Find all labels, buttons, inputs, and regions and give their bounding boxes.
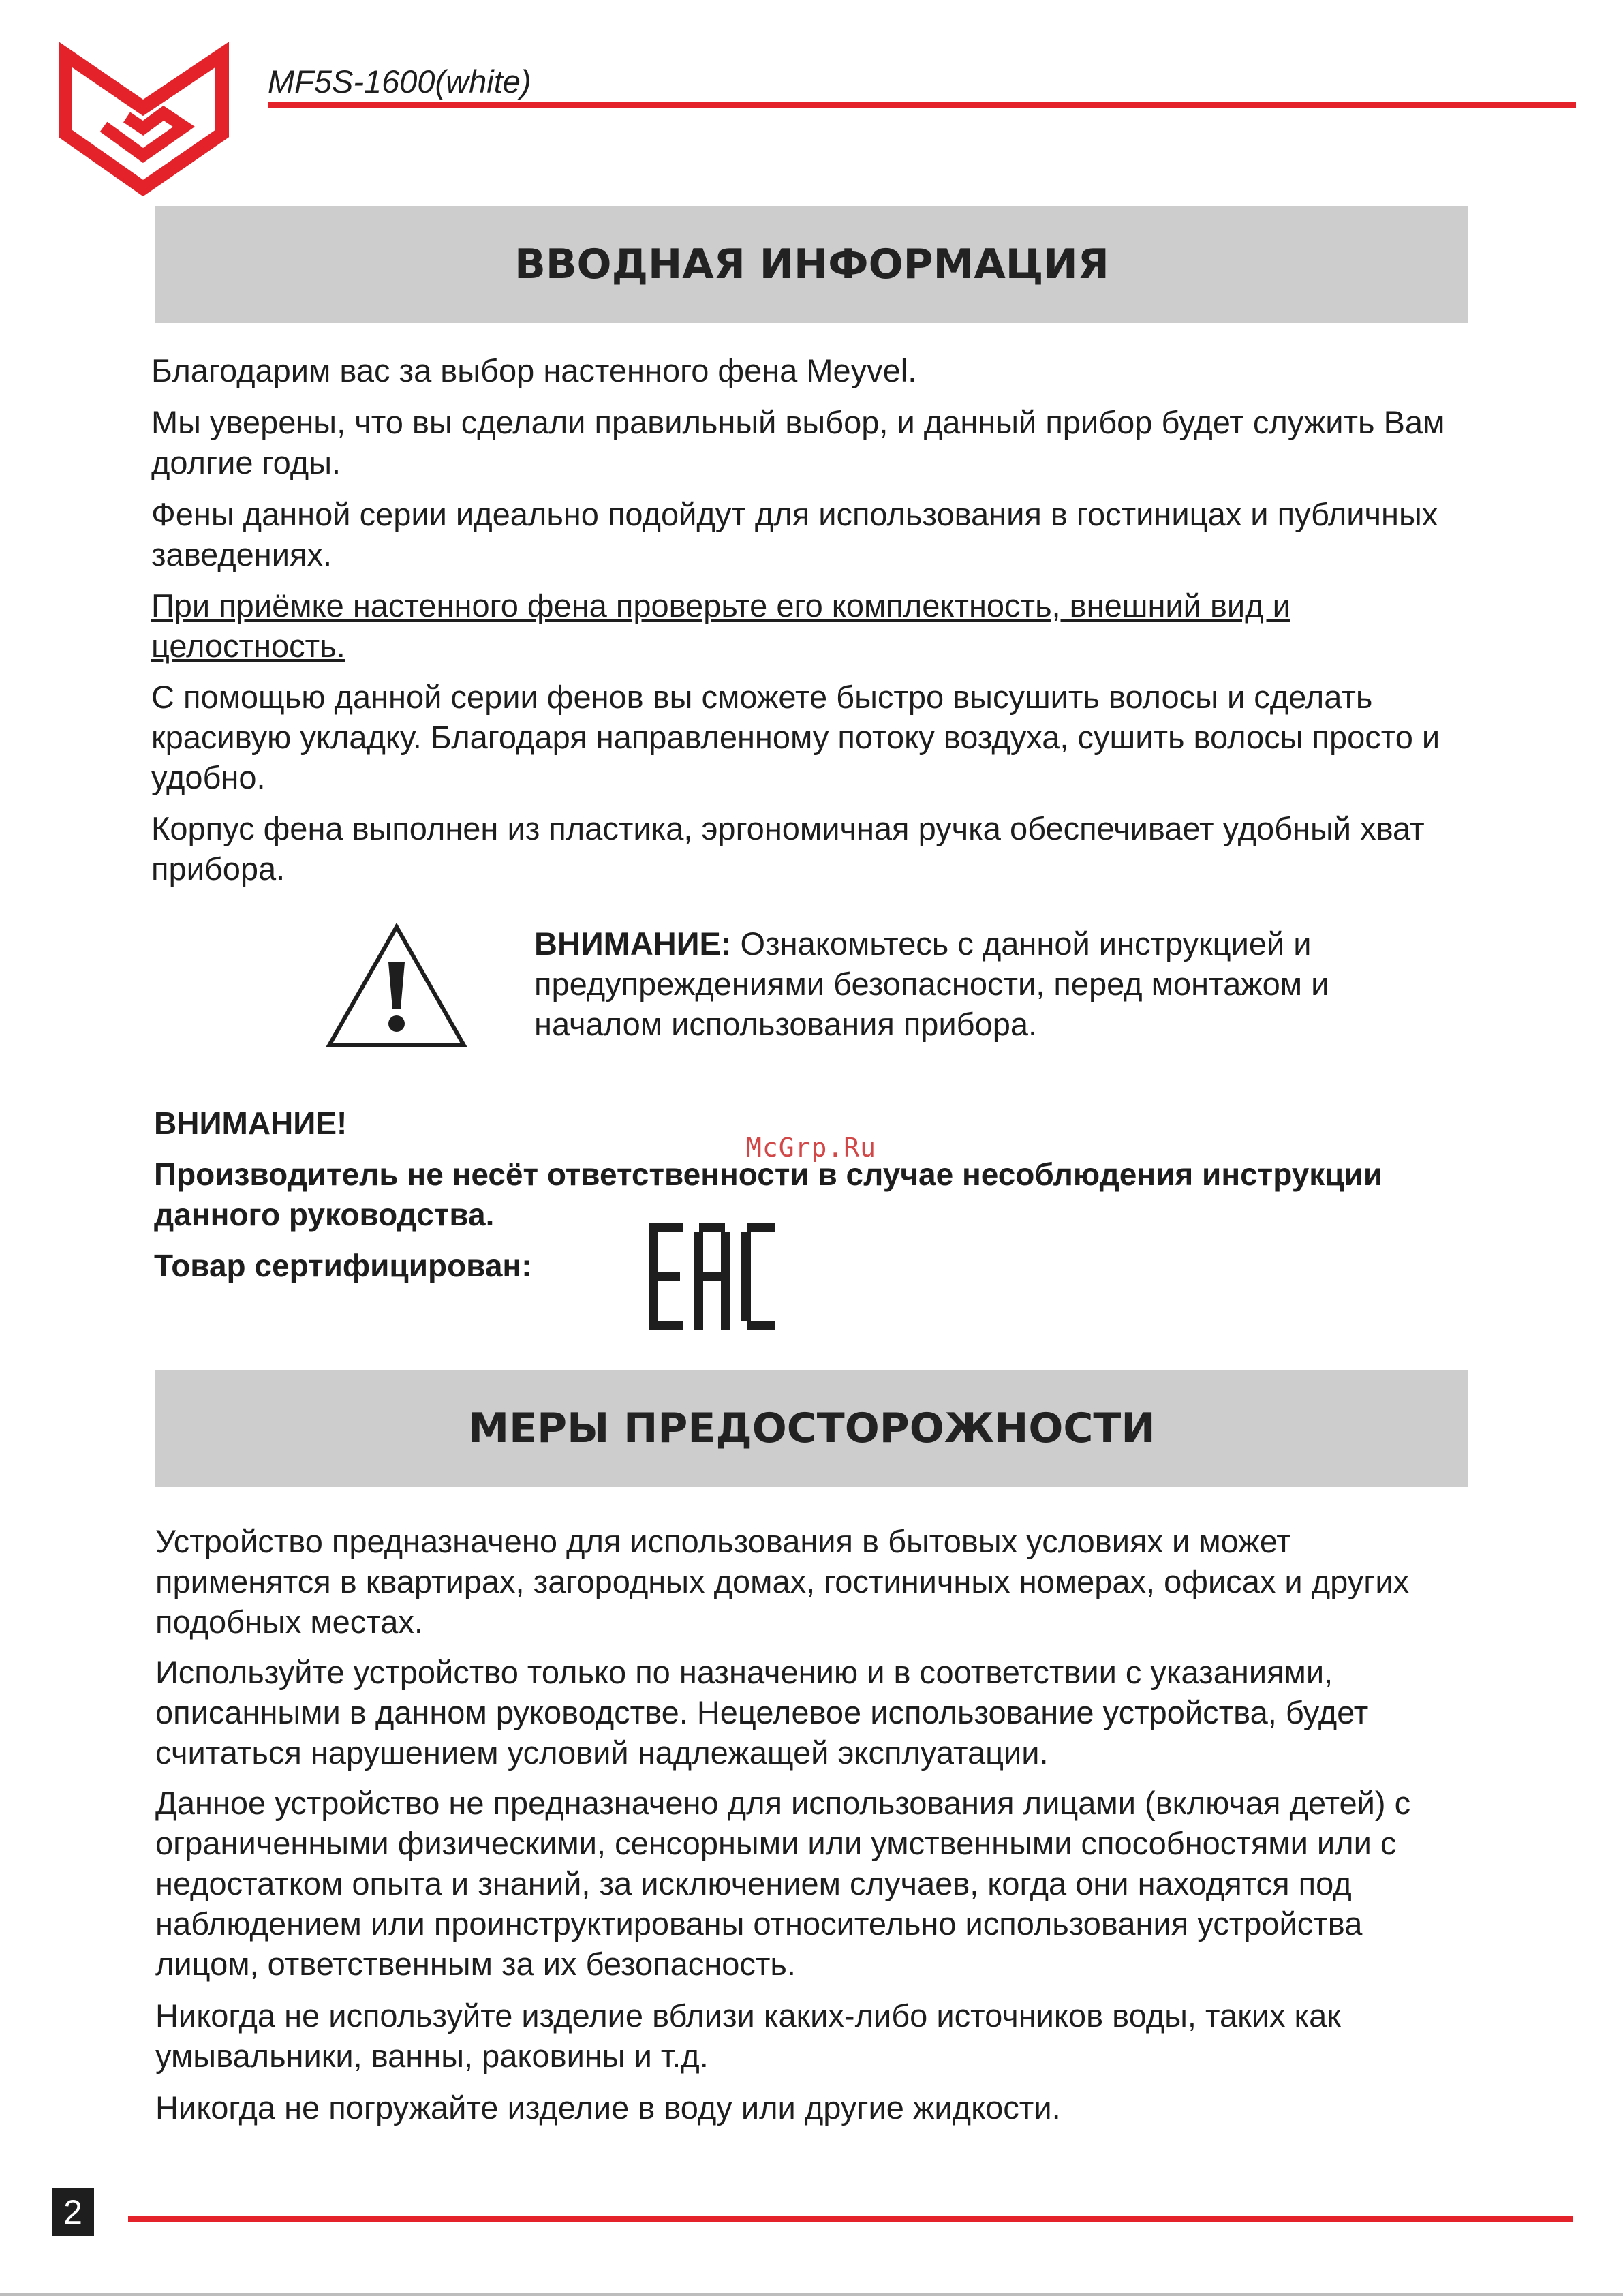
caution-body: Ознакомьтесь с данной инструкцией и предупреждениями безопасности, перед монтажом и началом использования прибора.: [534, 925, 1329, 1042]
page-bottom-edge: [0, 2293, 1623, 2296]
footer-rule: [128, 2216, 1573, 2222]
header-rule: [268, 102, 1576, 108]
precaution-paragraph-2: Используйте устройство только по назначению и в соответствии с указаниями, описанными в данном руководстве. Нецелевое использование устройства, будет считаться нарушением условий надлежащей эксплуатации.: [155, 1654, 1369, 1771]
section-title-intro: ВВОДНАЯ ИНФОРМАЦИЯ: [155, 206, 1468, 323]
intro-paragraph-4: При приёмке настенного фена проверьте его комплектность, внешний вид и целостность.: [151, 587, 1290, 664]
warning-triangle-icon: [324, 921, 469, 1051]
page-number: 2: [52, 2188, 94, 2236]
certified-label: Товар сертифицирован:: [154, 1248, 532, 1283]
caution-label: ВНИМАНИЕ:: [534, 925, 732, 962]
eac-certification-mark-icon: [646, 1220, 778, 1333]
intro-paragraph-2: Мы уверены, что вы сделали правильный выбор, и данный прибор будет служить Вам долгие годы.: [151, 404, 1445, 480]
caution-text-block: [534, 923, 1447, 1044]
intro-paragraph-1: Благодарим вас за выбор настенного фена Meyvel.: [151, 352, 917, 388]
intro-paragraph-3: Фены данной серии идеально подойдут для использования в гостиницах и публичных заведениях.: [151, 496, 1438, 572]
precaution-paragraph-1: Устройство предназначено для использования в бытовых условиях и может применятся в квартирах, загородных домах, гостиничных номерах, офисах и других подобных местах.: [155, 1523, 1410, 1640]
intro-paragraph-6: Корпус фена выполнен из пластика, эргономичная ручка обеспечивает удобный хват прибора.: [151, 810, 1425, 887]
notice-heading: ВНИМАНИЕ!: [154, 1105, 347, 1141]
precaution-paragraph-3: Данное устройство не предназначено для использования лицами (включая детей) с ограниченными физическими, сенсорными или умственными способностями или с недостатком опыта и знаний, за исключением случаев, когда они находятся под наблюдением или проинструктированы относительно использования устройства лицом, ответственным за их безопасность.: [155, 1785, 1411, 1982]
watermark-text: McGrp.Ru: [746, 1133, 877, 1163]
precaution-paragraph-4: Никогда не используйте изделие вблизи каких-либо источников воды, таких как умывальники, ванны, раковины и т.д.: [155, 1997, 1341, 2074]
notice-text: Производитель не несёт ответственности в случае несоблюдения инструкции данного руководства.: [154, 1157, 1383, 1232]
model-name: MF5S-1600(white): [268, 63, 531, 100]
meyvel-shield-logo-icon: [53, 40, 234, 200]
section-title-precautions: МЕРЫ ПРЕДОСТОРОЖНОСТИ: [155, 1370, 1468, 1487]
intro-paragraph-5: С помощью данной серии фенов вы сможете быстро высушить волосы и сделать красивую укладку. Благодаря направленному потоку воздуха, сушить волосы просто и удобно.: [151, 679, 1440, 795]
precaution-paragraph-5: Никогда не погружайте изделие в воду или другие жидкости.: [155, 2090, 1061, 2126]
